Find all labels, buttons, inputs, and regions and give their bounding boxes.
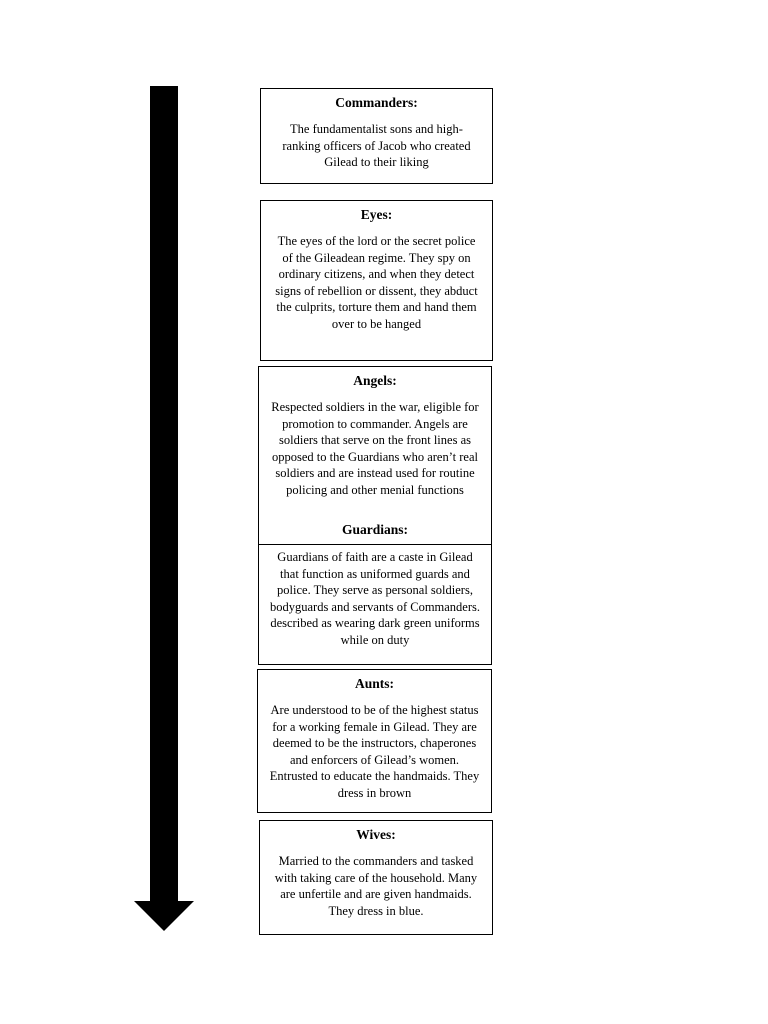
commanders-description: The fundamentalist sons and high-ranking officers of Jacob who created Gilead to their liking [282,122,471,170]
wives-title: Wives: [356,827,396,842]
commanders-box [260,88,493,184]
arrow-shaft [150,86,178,904]
downward-arrow [134,86,194,931]
guardians-description: Guardians of faith are a caste in Gilead that function as uniformed guards and police. They serve as personal soldiers, bodyguards and servants of Commanders. described as wearing dark green uniforms while on duty [269,550,481,647]
aunts-title: Aunts: [354,676,394,691]
angels-box [258,366,492,546]
eyes-title: Eyes: [360,207,393,222]
commanders-title: Commanders: [335,95,418,110]
guardians-title: Guardians: [341,522,409,537]
aunts-box [257,669,492,813]
eyes-description: The eyes of the lord or the secret police of the Gileadean regime. They spy on ordinary citizens, and when they detect signs of rebellion or dissent, they abduct the culprits, torture them and hand them over to be hanged [275,234,478,331]
wives-box [259,820,493,935]
angels-title: Angels: [353,373,397,388]
arrow-head [134,901,194,931]
angels-description: Respected soldiers in the war, eligible for promotion to commander. Angels are soldiers that serve on the front lines as opposed to the Guardians who aren’t real soldiers and are instead used for routine policing and other menial functions [271,400,479,497]
guardians-box [258,544,492,665]
eyes-box [260,200,493,361]
aunts-description: Are understood to be of the highest status for a working female in Gilead. They are deemed to be the instructors, chaperones and enforcers of Gilead’s women. Entrusted to educate the handmaids. They dress in brown [269,703,480,800]
wives-description: Married to the commanders and tasked with taking care of the household. Many are unfertile and are given handmaids. They dress in blue. [274,854,478,918]
